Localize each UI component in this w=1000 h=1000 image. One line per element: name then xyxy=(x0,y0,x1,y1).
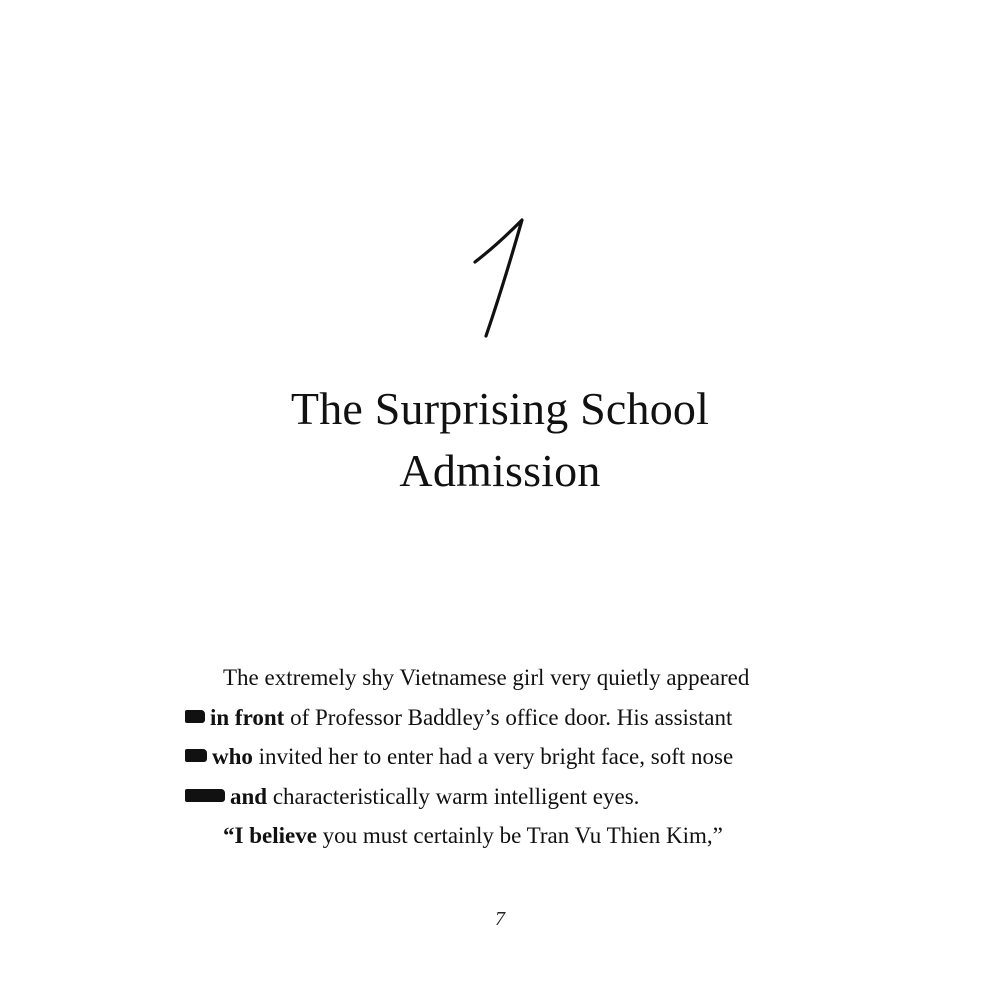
body-line-5-rest: you must certainly be Tran Vu Thien Kim,” xyxy=(316,823,723,848)
body-line-4-rest: characteristically warm intelligent eyes. xyxy=(267,783,640,809)
body-line-4 xyxy=(185,777,825,817)
body-line-3-start: who xyxy=(212,744,253,769)
body-line-2-start: in front xyxy=(210,704,285,730)
body-line-3 xyxy=(185,737,825,777)
chapter-number xyxy=(400,200,600,350)
body-line-2-rest: of Professor Baddley’s office door. His assistant xyxy=(284,704,733,730)
body-line-4-start: and xyxy=(230,783,268,809)
ink-smudge xyxy=(185,749,207,762)
ink-smudge xyxy=(185,789,225,802)
chapter-title xyxy=(180,378,820,502)
page-number: 7 xyxy=(495,908,505,930)
body-line-3-rest: invited her to enter had a very bright face, soft nose xyxy=(252,744,734,769)
chapter-title-line-1: The Surprising School xyxy=(290,383,710,434)
body-line-1-text: The extremely shy Vietnamese girl very quietly appeared xyxy=(223,665,750,690)
handwritten-one-glyph xyxy=(400,200,600,350)
body-line-2 xyxy=(185,698,825,738)
body-line-1 xyxy=(185,658,825,698)
ink-smudge xyxy=(185,710,205,723)
body-line-5 xyxy=(185,816,825,856)
body-line-5-start: “I believe xyxy=(223,823,317,848)
body-paragraph xyxy=(185,658,825,856)
chapter-title-line-2: Admission xyxy=(399,445,601,496)
